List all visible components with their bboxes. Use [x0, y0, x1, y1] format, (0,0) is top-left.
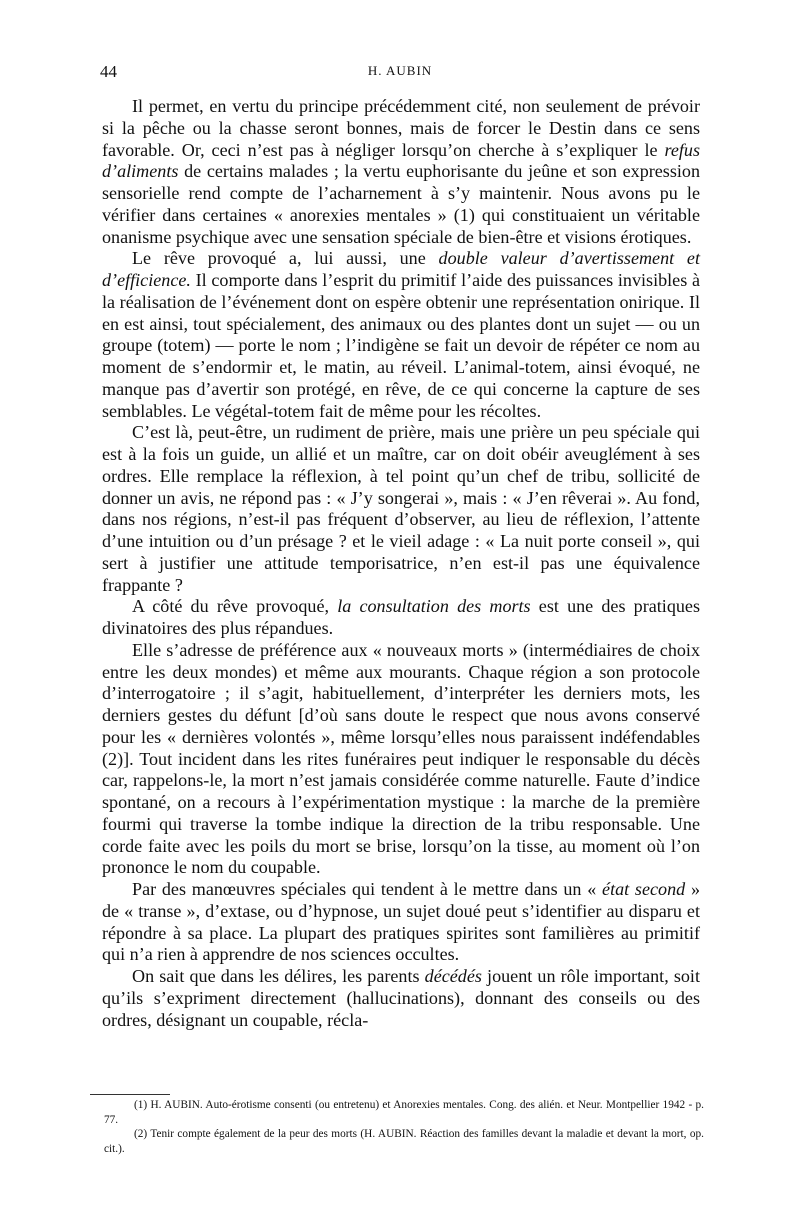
- page-header: [100, 62, 700, 84]
- italic-text: refus d’aliments: [102, 139, 700, 182]
- page-number: 44: [100, 62, 117, 81]
- italic-text: décédés: [424, 966, 482, 986]
- text-run: On sait que dans les délires, les parents: [132, 966, 425, 986]
- text-run: Il permet, en vertu du principe précédemment cité, non seulement de prévoir si la pêche ou la chasse seront bonnes, mais de forcer le Destin dans ce sens favorable. Or, ceci n’est pas à négliger lorsqu’on cherche à s’expliquer le: [102, 96, 700, 160]
- text-run: de certains malades ; la vertu euphorisante du jeûne et son expression sensorielle rend compte de l’acharnement à s’y maintenir. Nous avons pu le vérifier dans certaines « anorexies mentales » (1) qui constituaient un véritable onanisme psychique avec une sensation spéciale de bien-être et visions érotiques.: [102, 161, 700, 247]
- italic-text: la consultation des morts: [337, 596, 531, 617]
- text-run: jouent un rôle important, soit qu’ils s’expriment directement (hallucinations), donnant des conseils ou des ordres, désignant un coupable, récla-: [102, 966, 700, 1030]
- paragraph: [102, 96, 700, 248]
- text-run: C’est là, peut-être, un rudiment de prière, mais une prière un peu spéciale qui est à la fois un guide, un allié et un maître, car on doit obéir aveuglément à ses ordres. Elle remplace la réflexion, à tel point qu’un chef de tribu, sollicité de donner un avis, ne répond pas : « J’y songerai », mais : « J’en rêverai ». Au fond, dans nos régions, n’est-il pas fréquent d’observer, au lieu de réflexion, l’attente d’une intuition ou d’un présage ? et le vieil adage : « La nuit porte conseil », qui sert à justifier une attitude temporisatrice, n’en est-il pas une équivalence frappante ?: [102, 422, 700, 595]
- footnotes: [104, 1098, 704, 1156]
- text-run: » de « transe », d’extase, ou d’hypnose, un sujet doué peut s’identifier au disparu et répondre à sa place. La plupart des pratiques spirites sont familières au primitif qui n’a rien à apprendre de nos sciences occultes.: [102, 879, 700, 965]
- paragraph: [102, 248, 700, 422]
- text-run: Il comporte dans l’esprit du primitif l’aide des puissances invisibles à la réalisation de l’événement dont on espère obtenir une représentation onirique. Il en est ainsi, tout spécialement, des animaux ou des plantes dont un sujet — ou un groupe (totem) — porte le nom ; l’indigène se fait un devoir de répéter ce nom au moment de s’endormir et, le matin, au réveil. L’animal-totem, ainsi évoqué, ne manque pas d’avertir son protégé, en rêve, de ce qui concerne la capture de ses semblables. Le végétal-totem fait de même pour les récoltes.: [102, 270, 700, 421]
- text-run: est une des pratiques divinatoires des plus répandues.: [102, 596, 700, 638]
- text-run: Par des manœuvres spéciales qui tendent à le mettre dans un «: [132, 879, 603, 899]
- paragraph: [102, 596, 700, 640]
- paragraph: [102, 422, 700, 596]
- text-run: A côté du rêve provoqué,: [132, 596, 338, 617]
- body-text: [102, 96, 700, 1031]
- text-run: Le rêve provoqué a, lui aussi, une: [132, 248, 439, 269]
- paragraph: [102, 879, 700, 966]
- footnote: (1) H. AUBIN. Auto-érotisme consenti (ou entretenu) et Anorexies mentales. Cong. des alién. et Neur. Montpellier 1942 - p. 77.: [104, 1099, 704, 1126]
- italic-text: état second: [602, 879, 686, 899]
- paragraph: [102, 966, 700, 1031]
- running-head: H. AUBIN: [367, 63, 433, 78]
- footnote-rule: [90, 1094, 170, 1095]
- italic-text: double valeur d’avertissement et d’efficience.: [102, 248, 700, 290]
- footnote: (2) Tenir compte également de la peur des morts (H. AUBIN. Réaction des familles devant la maladie et devant la mort, op. cit.).: [104, 1128, 704, 1155]
- text-run: Elle s’adresse de préférence aux « nouveaux morts » (intermédiaires de choix entre les deux mondes) et même aux mourants. Chaque région a son protocole d’interrogatoire ; il s’agit, habituellement, d’interpréter les derniers mots, les derniers gestes du défunt [d’où sans doute le respect que nous avons conservé pour les « dernières volontés », même lorsqu’elles nous paraissent indéfendables (2)]. Tout incident dans les rites funéraires peut indiquer le responsable du décès car, rappelons-le, la mort n’est jamais considérée comme naturelle. Faute d’indice spontané, on a recours à l’expérimentation mystique : la marche de la première fourmi qui traverse la tombe indique la direction de la tribu responsable. Une corde faite avec les poils du mort se brise, lorsqu’on la tisse, au moment où l’on prononce le nom du coupable.: [102, 639, 700, 878]
- paragraph: [102, 640, 700, 879]
